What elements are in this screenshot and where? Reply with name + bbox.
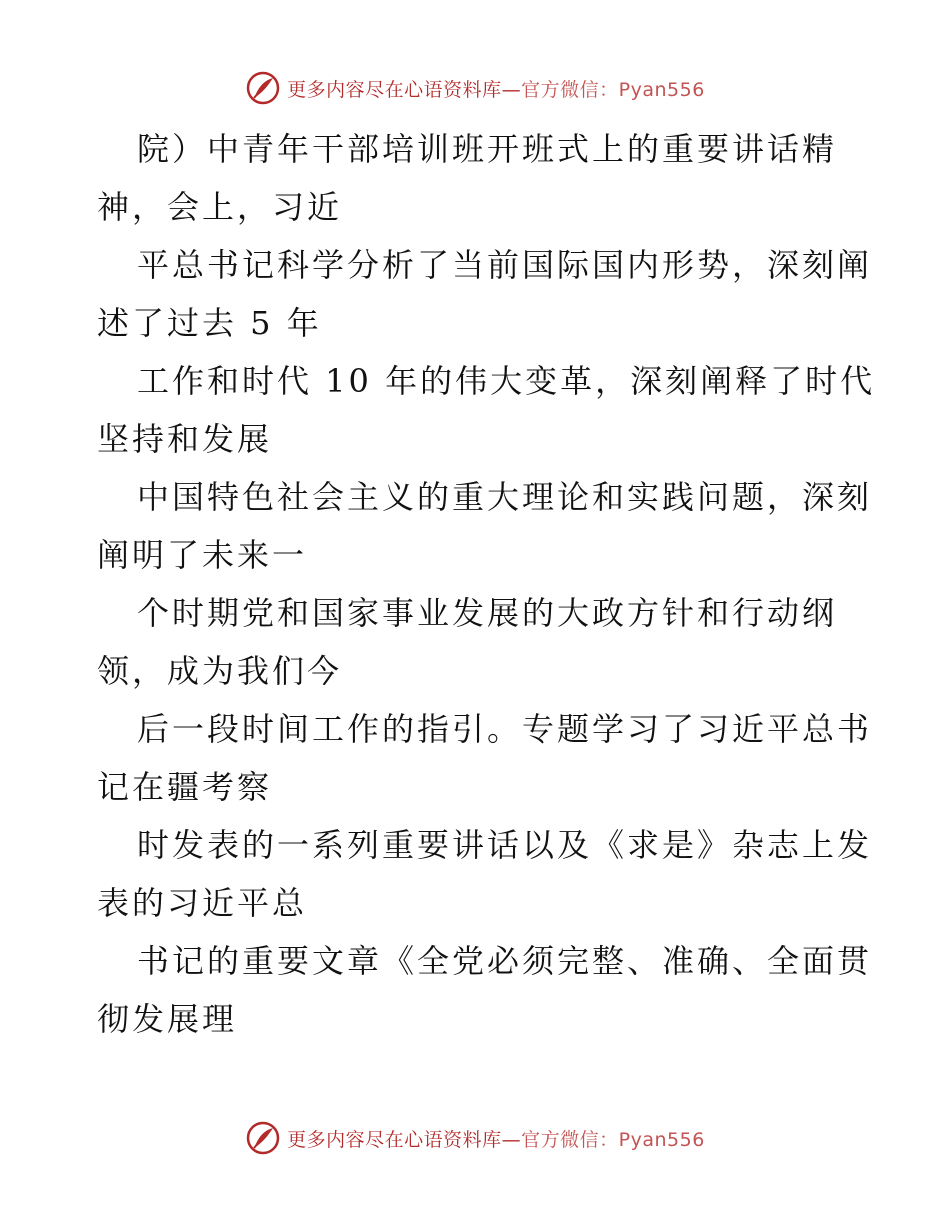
feather-pen-logo-icon: [245, 70, 281, 106]
footer-banner: [0, 1120, 950, 1156]
paragraph-line: 后一段时间工作的指引。专题学习了习近平总书: [137, 710, 873, 748]
paragraph: [0, 468, 950, 584]
paragraph-line: 领，成为我们今: [97, 652, 343, 690]
paragraph-line: 书记的重要文章《全党必须完整、准确、全面贯: [137, 942, 873, 980]
paragraph-line: 述了过去 5 年: [97, 304, 322, 342]
document-body: [0, 120, 950, 1048]
paragraph-line: 记在疆考察: [97, 768, 273, 806]
banner-brand: 更多内容尽在心语资料库: [287, 1128, 502, 1151]
paragraph-line: 阐明了未来一: [97, 536, 308, 574]
header-banner: [0, 70, 950, 106]
feather-pen-logo-icon: [245, 1120, 281, 1156]
paragraph: [0, 584, 950, 700]
paragraph: [0, 816, 950, 932]
banner-separator: —: [501, 1128, 522, 1151]
banner-separator: —: [501, 78, 522, 101]
paragraph: [0, 932, 950, 1048]
paragraph-line: 个时期党和国家事业发展的大政方针和行动纲: [137, 594, 838, 632]
paragraph-line: 院）中青年干部培训班开班式上的重要讲话精: [137, 130, 838, 168]
paragraph-line: 时发表的一系列重要讲话以及《求是》杂志上发: [137, 826, 873, 864]
paragraph: [0, 352, 950, 468]
paragraph-line: 平总书记科学分析了当前国际国内形势，深刻阐: [137, 246, 873, 284]
paragraph: [0, 700, 950, 816]
paragraph-line: 彻发展理: [97, 1000, 238, 1038]
paragraph: [0, 236, 950, 352]
paragraph-line: 工作和时代 10 年的伟大变革，深刻阐释了时代: [137, 362, 876, 400]
banner-contact: 官方微信：Pyan556: [521, 78, 705, 101]
banner-contact: 官方微信：Pyan556: [521, 1128, 705, 1151]
paragraph-line: 神，会上，习近: [97, 188, 343, 226]
banner-brand: 更多内容尽在心语资料库: [287, 78, 502, 101]
paragraph-line: 中国特色社会主义的重大理论和实践问题，深刻: [137, 478, 873, 516]
paragraph-line: 坚持和发展: [97, 420, 273, 458]
paragraph-line: 表的习近平总: [97, 884, 308, 922]
paragraph: [0, 120, 950, 236]
